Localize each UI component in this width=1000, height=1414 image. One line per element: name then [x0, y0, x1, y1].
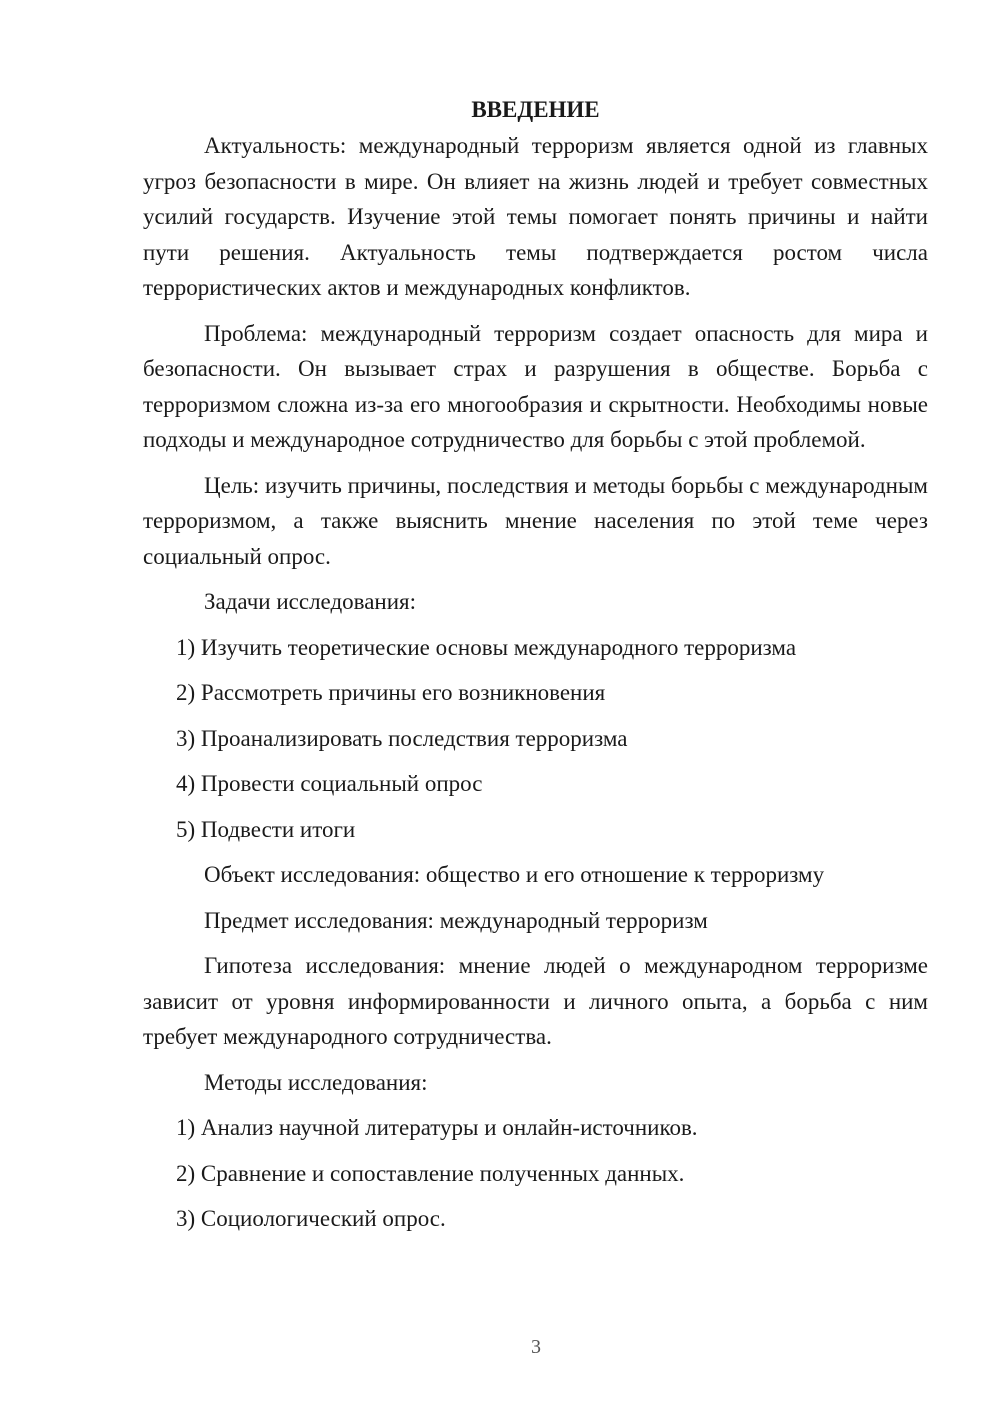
methods-title: Методы исследования:	[204, 1069, 428, 1095]
tasks-title: Задачи исследования:	[204, 589, 417, 614]
list-item: 3) Проанализировать последствия терроризма	[176, 725, 628, 751]
problem-paragraph: Проблема: международный терроризм создает опасность для мира и безопасности. Он вызывает страх и разрушения в обществе. Борьба с терроризмом сложна из-за его многообразия и скрытности. Необходимы новые подходы и международное сотрудничество для борьбы с этой проблемой.	[143, 320, 928, 452]
methods-list	[143, 1110, 928, 1237]
hypothesis-paragraph: Гипотеза исследования: мнение людей о международном терроризме зависит от уровня информированности и личного опыта, а борьба с ним требует международного сотрудничества.	[143, 953, 928, 1049]
section-heading: ВВЕДЕНИЕ	[471, 97, 600, 122]
goal-paragraph: Цель: изучить причины, последствия и методы борьбы с международным терроризмом, а также выяснить мнение населения по этой теме через социальный опрос.	[143, 472, 928, 569]
list-item: 1) Изучить теоретические основы международного терроризма	[176, 634, 797, 660]
document-page	[143, 94, 928, 1247]
list-item: 1) Анализ научной литературы и онлайн-источников.	[176, 1115, 698, 1140]
relevance-paragraph: Актуальность: международный терроризм является одной из главных угроз безопасности в мире. Он влияет на жизнь людей и требует совместных усилий государств. Изучение этой темы помогает понять причины и найти пути решения. Актуальность темы подтверждается ростом числа террористических актов и международных конфликтов.	[143, 133, 928, 300]
subject-paragraph: Предмет исследования: международный терроризм	[204, 907, 708, 933]
page-number: 3	[531, 1336, 541, 1358]
list-item: 5) Подвести итоги	[176, 816, 356, 842]
object-paragraph: Объект исследования: общество и его отношение к терроризму	[204, 862, 825, 887]
list-item: 3) Социологический опрос.	[176, 1206, 446, 1231]
list-item: 4) Провести социальный опрос	[176, 771, 483, 796]
tasks-list	[143, 630, 928, 848]
list-item: 2) Сравнение и сопоставление полученных данных.	[176, 1160, 685, 1186]
list-item: 2) Рассмотреть причины его возникновения	[176, 680, 606, 705]
